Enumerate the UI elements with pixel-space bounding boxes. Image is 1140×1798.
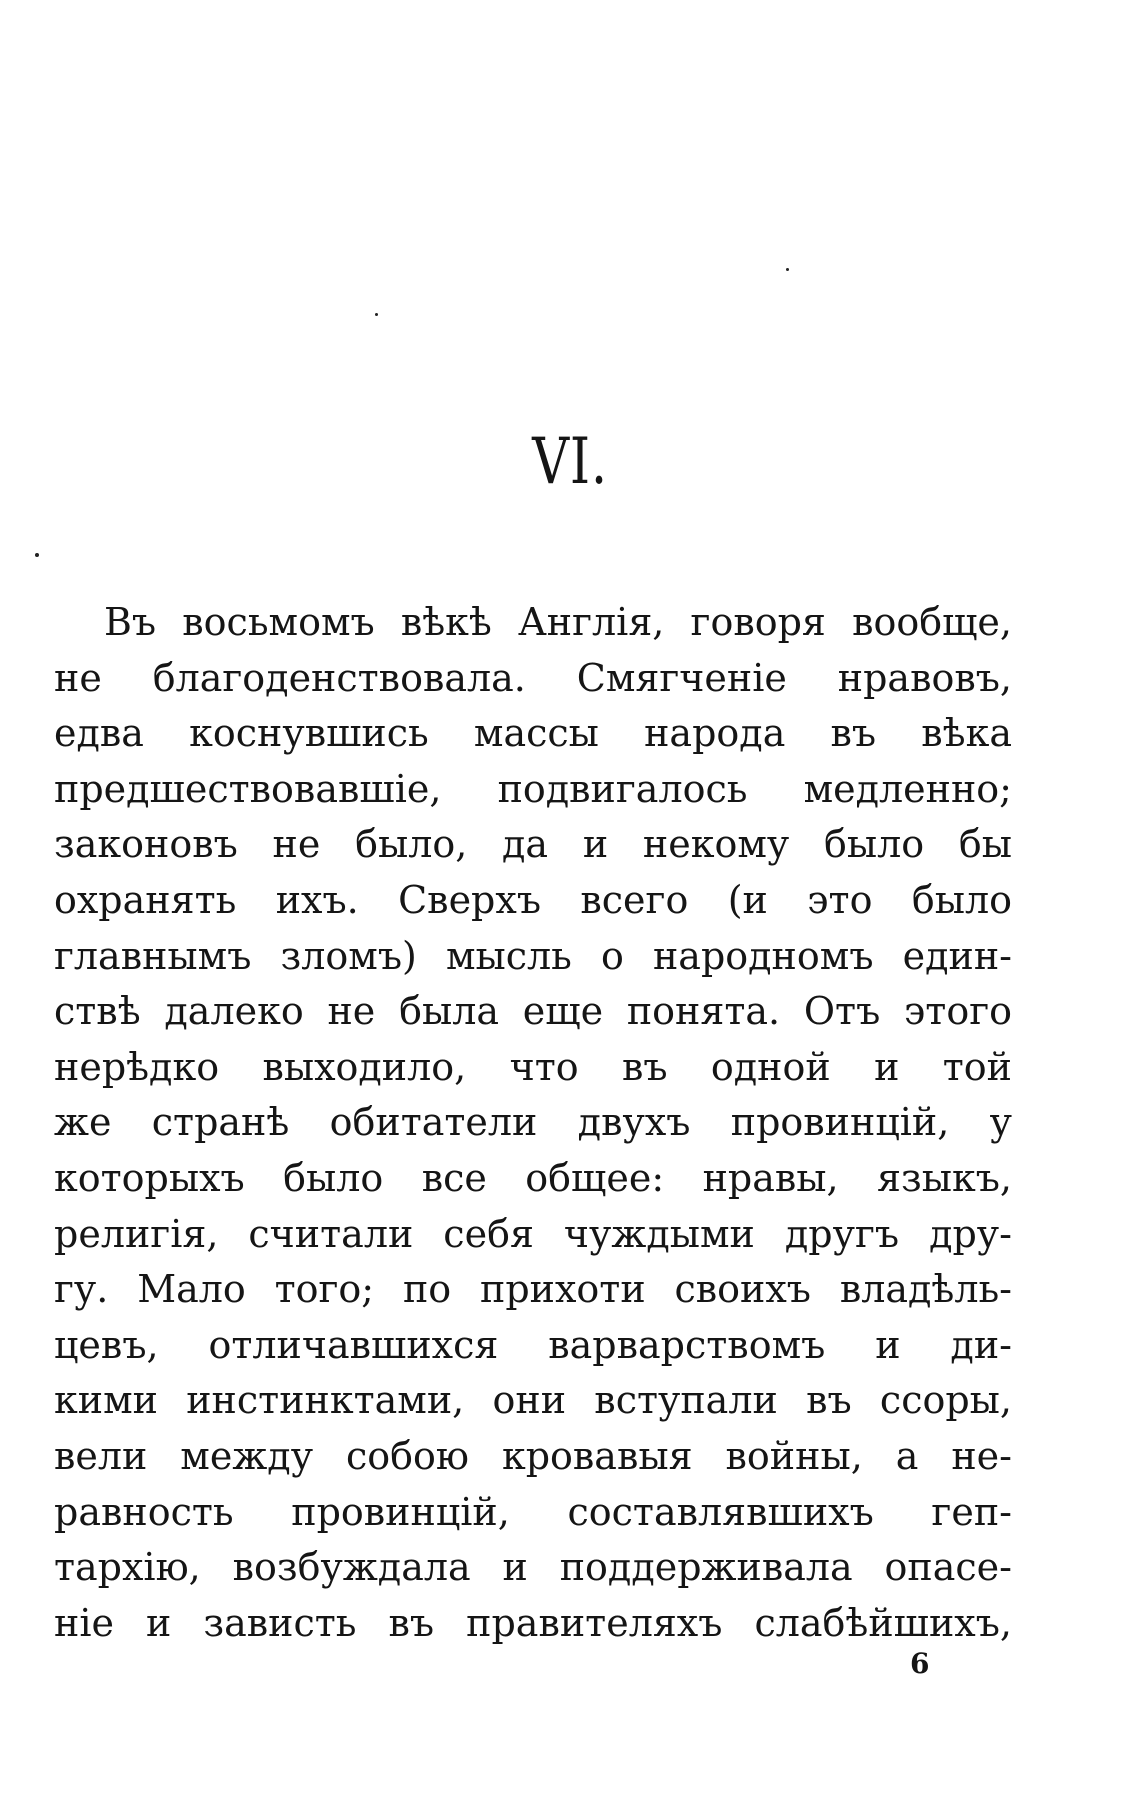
text-line: предшествовавшіе, подвигалось медленно; [54,766,1012,811]
text-line: цевъ, отличавшихся варварствомъ и ди- [54,1322,1012,1367]
text-line: же странѣ обитатели двухъ провинцій, у [54,1100,1012,1145]
text-line: главнымъ зломъ) мысль о народномъ един- [54,933,1012,978]
text-line: равность провинцій, составлявшихъ геп- [54,1489,1012,1534]
text-line: которыхъ было все общее: нравы, языкъ, [54,1155,1012,1200]
text-line: гу. Мало того; по прихоти своихъ владѣль- [54,1267,1012,1312]
print-speck [35,553,39,557]
text-line: ствѣ далеко не была еще понята. Отъ этого [54,989,1012,1034]
chapter-heading: VI. [532,425,608,499]
page-number: 6 [910,1647,930,1680]
text-line: не благоденствовала. Смягченіе нравовъ, [54,655,1012,700]
text-line: законовъ не было, да и некому было бы [54,822,1012,867]
text-line: религія, считали себя чуждыми другъ дру- [54,1211,1012,1256]
text-line: кими инстинктами, они вступали въ ссоры, [54,1378,1012,1423]
text-line: едва коснувшись массы народа въ вѣка [54,711,1012,756]
text-line: ніе и зависть въ правителяхъ слабѣйшихъ, [54,1600,1012,1645]
text-line: вели между собою кровавыя войны, а не- [54,1433,1012,1478]
print-speck [375,313,378,316]
text-line: Въ восьмомъ вѣкѣ Англія, говоря вообще, [104,600,1012,644]
body-text [54,595,1012,1651]
text-line: охранять ихъ. Сверхъ всего (и это было [54,877,1012,922]
text-line: тархію, возбуждала и поддерживала опасе- [54,1545,1012,1590]
text-line: нерѣдко выходило, что въ одной и той [54,1044,1012,1089]
print-speck [786,268,789,271]
